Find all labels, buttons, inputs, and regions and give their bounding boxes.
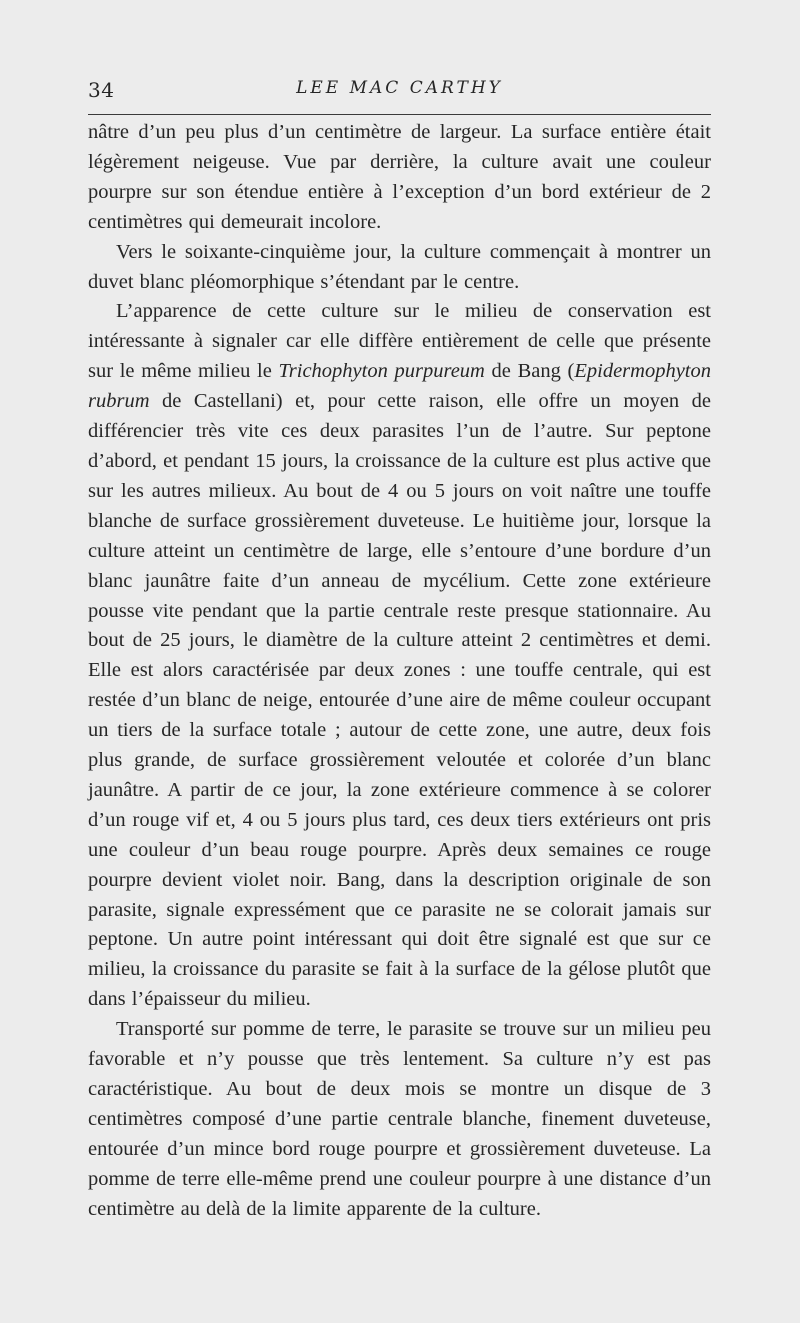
italic-text: Epidermophyton rubrum bbox=[88, 360, 712, 413]
text-run: Vers le soixante-cinquième jour, la culture commençait à montrer un duvet blanc pléomorphique s’étendant par le centre. bbox=[88, 240, 711, 293]
page-number: 34 bbox=[88, 78, 115, 102]
italic-text: Trichophyton purpureum bbox=[278, 360, 485, 383]
text-run: de Bang ( bbox=[484, 360, 575, 383]
text-run: L’apparence de cette culture sur le milieu de conservation est intéressante à signaler car elle diffère entièrement de celle que présente sur le même milieu le bbox=[88, 300, 711, 383]
text-run: nâtre d’un peu plus d’un centimètre de largeur. La surface entière était légèrement neigeuse. Vue par derrière, la culture avait une couleur pourpre sur son étendue entière à l’exception d’un bord extérieur de 2 centimètres qui demeurait incolore. bbox=[88, 121, 711, 233]
text-run: de Castellani) et, pour cette raison, elle offre un moyen de différencier très vite ces deux parasites l’un de l’autre. Sur peptone d’abord, et pendant 15 jours, la croissance de la culture est plus active que sur les autres milieux. Au bout de 4 ou 5 jours on voit naître une touffe blanche de surface grossièrement duveteuse. Le huitième jour, lorsque la culture atteint un centimètre de large, elle s’entoure d’une bordure d’un blanc jaunâtre faite d’un anneau de mycélium. Cette zone extérieure pousse vite pendant que la partie centrale reste presque stationnaire. Au bout de 25 jours, le diamètre de la culture atteint 2 centimètres et demi. Elle est alors caractérisée par deux zones : une touffe centrale, qui est restée d’un blanc de neige, entourée d’une aire de même couleur occupant un tiers de la surface totale ; autour de cette zone, une autre, deux fois plus grande, de surface grossièrement veloutée et colorée d’un blanc jaunâtre. A partir de ce jour, la zone extérieure commence à se colorer d’un rouge vif et, 4 ou 5 jours plus tard, ces deux tiers extérieurs ont pris une couleur d’un beau rouge pourpre. Après deux semaines ce rouge pourpre devient violet noir. Bang, dans la description originale de son parasite, signale expressément que ce parasite ne se colorait jamais sur peptone. Un autre point intéressant qui doit être signalé est que sur ce milieu, la croissance du parasite se fait à la surface de la gélose plutôt que dans l’épaisseur du milieu. bbox=[88, 390, 711, 1011]
header-rule bbox=[88, 114, 711, 115]
paragraph-3 bbox=[88, 297, 711, 1015]
page-header bbox=[88, 78, 711, 102]
paragraph-2 bbox=[88, 238, 711, 298]
text-run: Transporté sur pomme de terre, le parasite se trouve sur un milieu peu favorable et n’y pousse que très lentement. Sa culture n’y est pas caractéristique. Au bout de deux mois se montre un disque de 3 centimètres composé d’une partie centrale blanche, finement duveteuse, entourée d’un mince bord rouge pourpre et grossièrement duveteuse. La pomme de terre elle-même prend une couleur pourpre à une distance d’un centimètre au delà de la limite apparente de la culture. bbox=[88, 1018, 711, 1220]
body-text bbox=[88, 118, 711, 1225]
paragraph-1 bbox=[88, 118, 711, 238]
paragraph-4 bbox=[88, 1015, 711, 1224]
running-title: LEE MAC CARTHY bbox=[296, 78, 503, 98]
